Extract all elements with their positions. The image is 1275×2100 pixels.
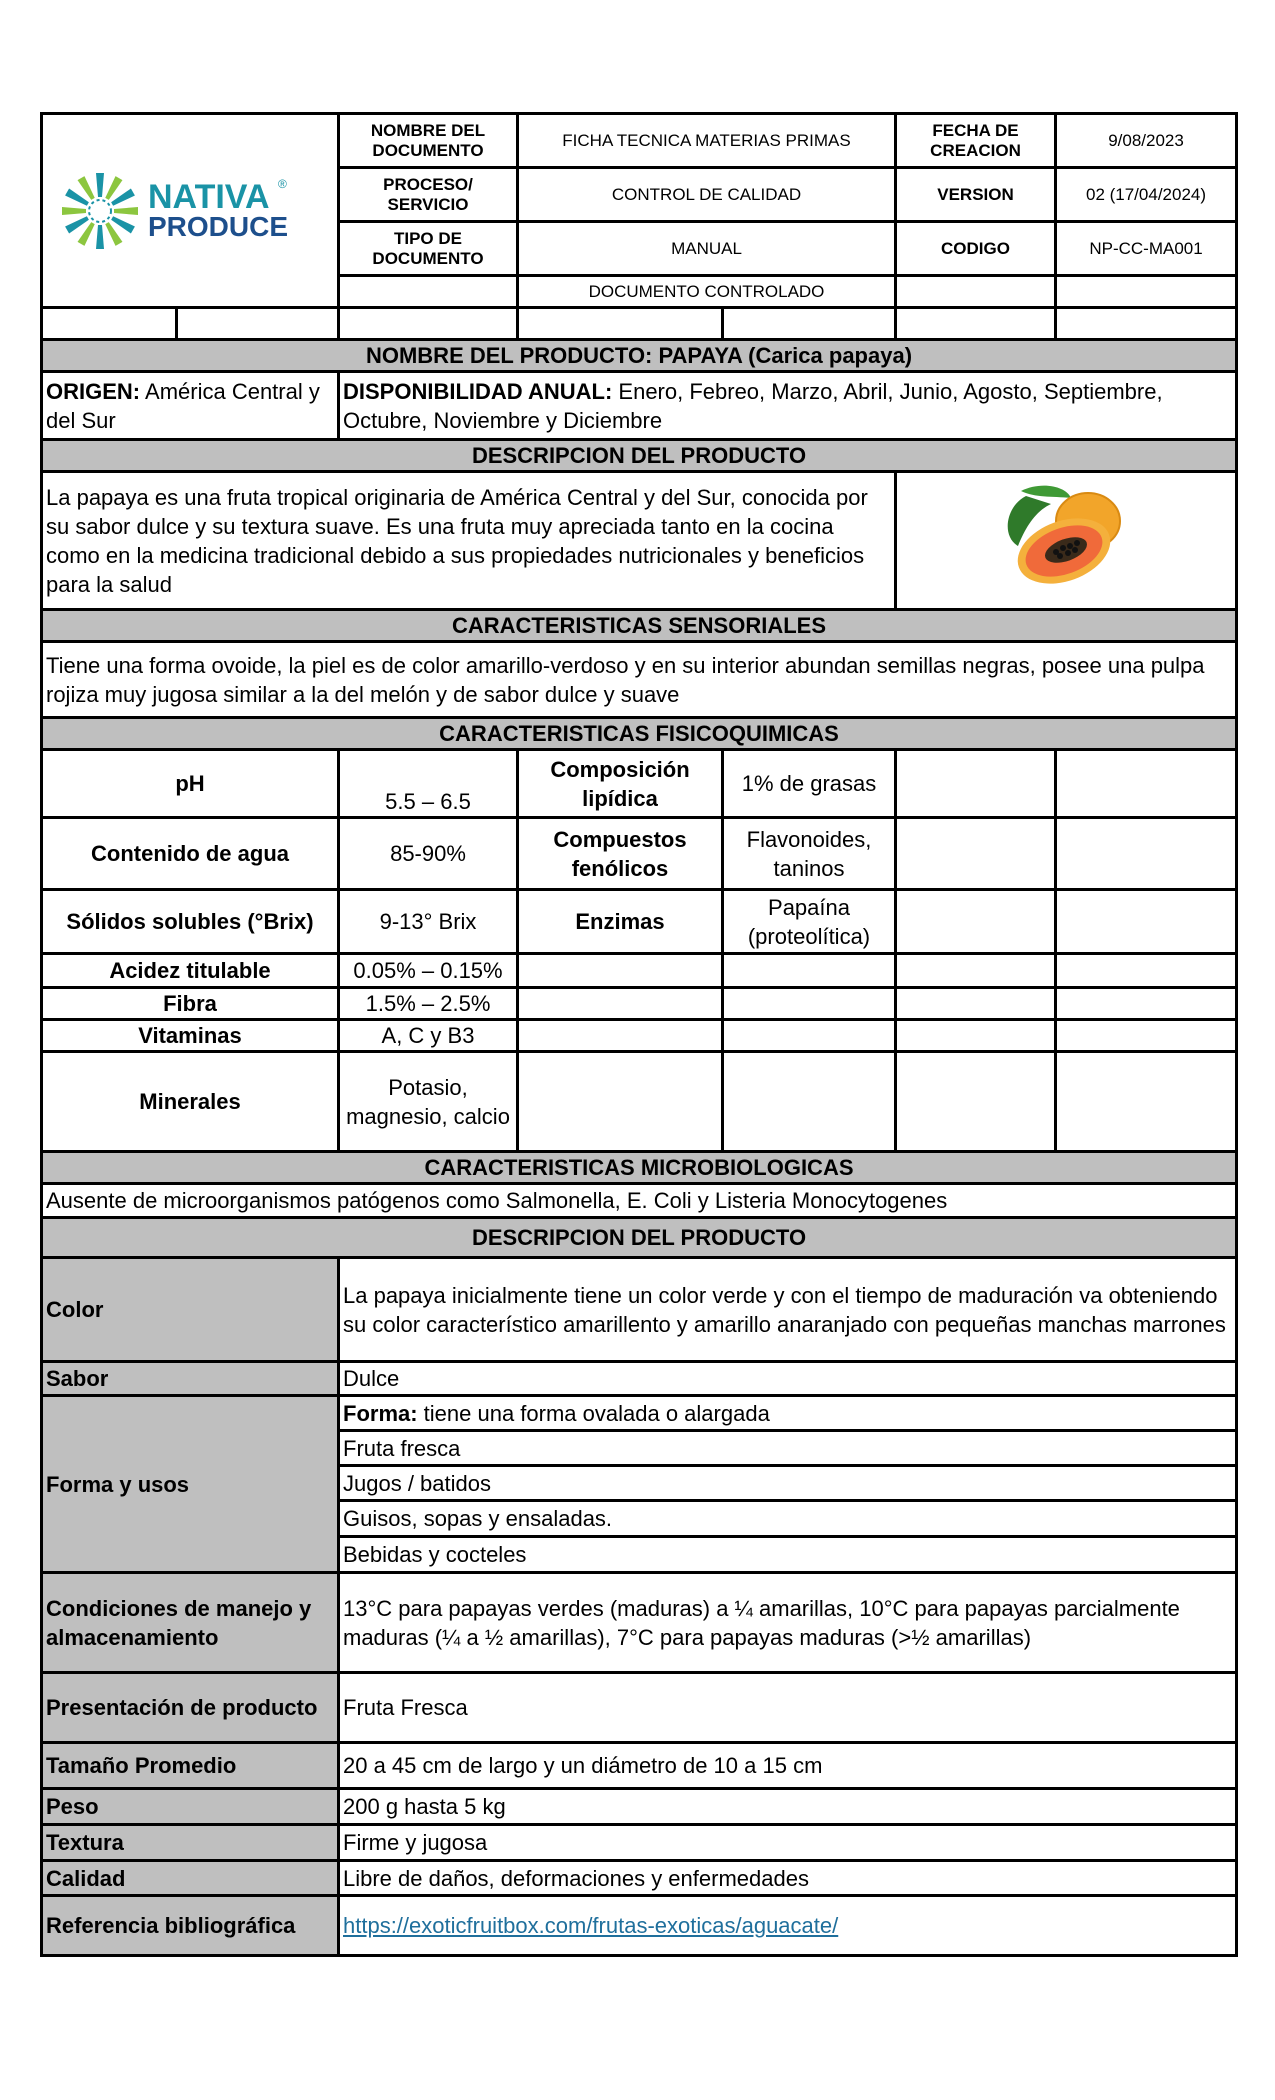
physchem-value: Potasio, magnesio, calcio (339, 1052, 518, 1152)
physchem-value-2: Flavonoides, taninos (723, 818, 896, 890)
doc-name-label: NOMBRE DEL DOCUMENTO (339, 114, 518, 168)
textura-label: Textura (42, 1825, 339, 1861)
forma-text: tiene una forma ovalada o alargada (417, 1400, 770, 1426)
creation-value: 9/08/2023 (1056, 114, 1237, 168)
uso-item: Jugos / batidos (339, 1466, 1237, 1501)
sunburst-icon (60, 171, 140, 251)
empty-cell (518, 308, 723, 340)
empty-cell (177, 308, 339, 340)
empty-cell (1056, 1020, 1237, 1052)
details-title: DESCRIPCION DEL PRODUCTO (42, 1218, 1237, 1258)
empty-cell (42, 308, 177, 340)
empty-cell (896, 954, 1056, 988)
product-title: NOMBRE DEL PRODUCTO: PAPAYA (Carica papaya) (42, 340, 1237, 372)
micro-title: CARACTERISTICAS MICROBIOLOGICAS (42, 1152, 1237, 1184)
empty-cell (896, 988, 1056, 1020)
physchem-value: A, C y B3 (339, 1020, 518, 1052)
empty-cell (1056, 276, 1237, 308)
cond-value: 13°C para papayas verdes (maduras) a ¼ amarillas, 10°C para papayas parcialmente maduras (¼ a ½ amarillas), 7°C para papayas maduras (>½ amarillas) (339, 1573, 1237, 1673)
pres-value: Fruta Fresca (339, 1673, 1237, 1743)
calidad-value: Libre de daños, deformaciones y enfermedades (339, 1861, 1237, 1896)
document-sheet (40, 112, 1235, 1997)
uso-item: Bebidas y cocteles (339, 1537, 1237, 1573)
empty-cell (896, 308, 1056, 340)
physchem-label: Vitaminas (42, 1020, 339, 1052)
color-label: Color (42, 1258, 339, 1362)
version-value: 02 (17/04/2024) (1056, 168, 1237, 222)
empty-cell (896, 818, 1056, 890)
logo-cell (42, 114, 339, 308)
availability-label: DISPONIBILIDAD ANUAL: (343, 378, 613, 404)
ref-cell (339, 1896, 1237, 1956)
empty-cell (896, 1052, 1056, 1152)
calidad-label: Calidad (42, 1861, 339, 1896)
availability-value: Enero, Febreo, Marzo, Abril, Junio, Agosto, Septiembre, Octubre, Noviembre y Diciembre (343, 378, 1163, 433)
peso-label: Peso (42, 1789, 339, 1825)
physchem-label: Fibra (42, 988, 339, 1020)
physchem-value: 9-13° Brix (339, 890, 518, 954)
empty-cell (518, 1052, 723, 1152)
physchem-value-2: Papaína (proteolítica) (723, 890, 896, 954)
sensory-title: CARACTERISTICAS SENSORIALES (42, 610, 1237, 642)
physchem-label: Acidez titulable (42, 954, 339, 988)
empty-cell (339, 308, 518, 340)
doctype-value: MANUAL (518, 222, 896, 276)
empty-cell (723, 308, 896, 340)
empty-cell (518, 954, 723, 988)
svg-text:®: ® (278, 176, 287, 191)
empty-cell (518, 988, 723, 1020)
physchem-label: Minerales (42, 1052, 339, 1152)
physchem-label: Sólidos solubles (°Brix) (42, 890, 339, 954)
cond-label: Condiciones de manejo y almacenamiento (42, 1573, 339, 1673)
papaya-image (996, 476, 1136, 600)
color-value: La papaya inicialmente tiene un color verde y con el tiempo de maduración va obteniendo su color característico amarillento y amarillo anaranjado con pequeñas manchas marrones (339, 1258, 1237, 1362)
empty-cell (518, 1020, 723, 1052)
papaya-image-cell (896, 472, 1237, 610)
pres-label: Presentación de producto (42, 1673, 339, 1743)
uso-item: Fruta fresca (339, 1431, 1237, 1466)
empty-cell (1056, 988, 1237, 1020)
empty-cell (339, 276, 518, 308)
process-label: PROCESO/ SERVICIO (339, 168, 518, 222)
process-value: CONTROL DE CALIDAD (518, 168, 896, 222)
size-value: 20 a 45 cm de largo y un diámetro de 10 a 15 cm (339, 1743, 1237, 1789)
sabor-value: Dulce (339, 1362, 1237, 1396)
peso-value: 200 g hasta 5 kg (339, 1789, 1237, 1825)
size-label: Tamaño Promedio (42, 1743, 339, 1789)
nativa-produce-logo (55, 156, 325, 266)
description-text: La papaya es una fruta tropical originaria de América Central y del Sur, conocida por su sabor dulce y su textura suave. Es una fruta muy apreciada tanto en la cocina como en la medicina tradicional debido a sus propiedades nutricionales y beneficios para la salud (42, 472, 896, 610)
physchem-label: pH (42, 750, 339, 818)
uso-item: Guisos, sopas y ensaladas. (339, 1501, 1237, 1537)
physchem-value: 1.5% – 2.5% (339, 988, 518, 1020)
version-label: VERSION (896, 168, 1056, 222)
empty-cell (723, 954, 896, 988)
empty-cell (896, 890, 1056, 954)
ref-label: Referencia bibliográfica (42, 1896, 339, 1956)
controlled-label: DOCUMENTO CONTROLADO (518, 276, 896, 308)
physchem-value-2: 1% de grasas (723, 750, 896, 818)
empty-cell (723, 988, 896, 1020)
empty-cell (1056, 954, 1237, 988)
empty-cell (896, 750, 1056, 818)
empty-cell (1056, 750, 1237, 818)
physchem-label: Contenido de agua (42, 818, 339, 890)
empty-cell (1056, 308, 1237, 340)
ref-link[interactable]: https://exoticfruitbox.com/frutas-exoticas/aguacate/ (343, 1913, 839, 1938)
doctype-label: TIPO DE DOCUMENTO (339, 222, 518, 276)
sabor-label: Sabor (42, 1362, 339, 1396)
textura-value: Firme y jugosa (339, 1825, 1237, 1861)
sensory-text: Tiene una forma ovoide, la piel es de color amarillo-verdoso y en su interior abundan semillas negras, posee una pulpa rojiza muy jugosa similar a la del melón y de sabor dulce y suave (42, 642, 1237, 718)
spec-table (40, 112, 1238, 1957)
creation-label: FECHA DE CREACION (896, 114, 1056, 168)
physchem-value: 5.5 – 6.5 (339, 750, 518, 818)
svg-text:PRODUCE: PRODUCE (148, 210, 289, 242)
empty-cell (723, 1052, 896, 1152)
forma-value (339, 1396, 1237, 1431)
physchem-label-2: Compuestos fenólicos (518, 818, 723, 890)
origin-value: América Central y del Sur (46, 378, 320, 433)
doc-name-value: FICHA TECNICA MATERIAS PRIMAS (518, 114, 896, 168)
empty-cell (723, 1020, 896, 1052)
code-label: CODIGO (896, 222, 1056, 276)
forma-bold: Forma: (343, 1400, 418, 1426)
empty-cell (1056, 1052, 1237, 1152)
empty-cell (896, 1020, 1056, 1052)
svg-text:NATIVA: NATIVA (148, 177, 270, 216)
physchem-title: CARACTERISTICAS FISICOQUIMICAS (42, 718, 1237, 750)
availability-cell (339, 372, 1237, 440)
origin-cell (42, 372, 339, 440)
physchem-label-2: Composición lipídica (518, 750, 723, 818)
micro-text: Ausente de microorganismos patógenos como Salmonella, E. Coli y Listeria Monocytogenes (42, 1184, 1237, 1218)
forma-label: Forma y usos (42, 1396, 339, 1573)
empty-cell (1056, 890, 1237, 954)
origin-label: ORIGEN: (46, 378, 141, 404)
description-title: DESCRIPCION DEL PRODUCTO (42, 440, 1237, 472)
code-value: NP-CC-MA001 (1056, 222, 1237, 276)
physchem-value: 85-90% (339, 818, 518, 890)
empty-cell (896, 276, 1056, 308)
physchem-value: 0.05% – 0.15% (339, 954, 518, 988)
empty-cell (1056, 818, 1237, 890)
physchem-label-2: Enzimas (518, 890, 723, 954)
